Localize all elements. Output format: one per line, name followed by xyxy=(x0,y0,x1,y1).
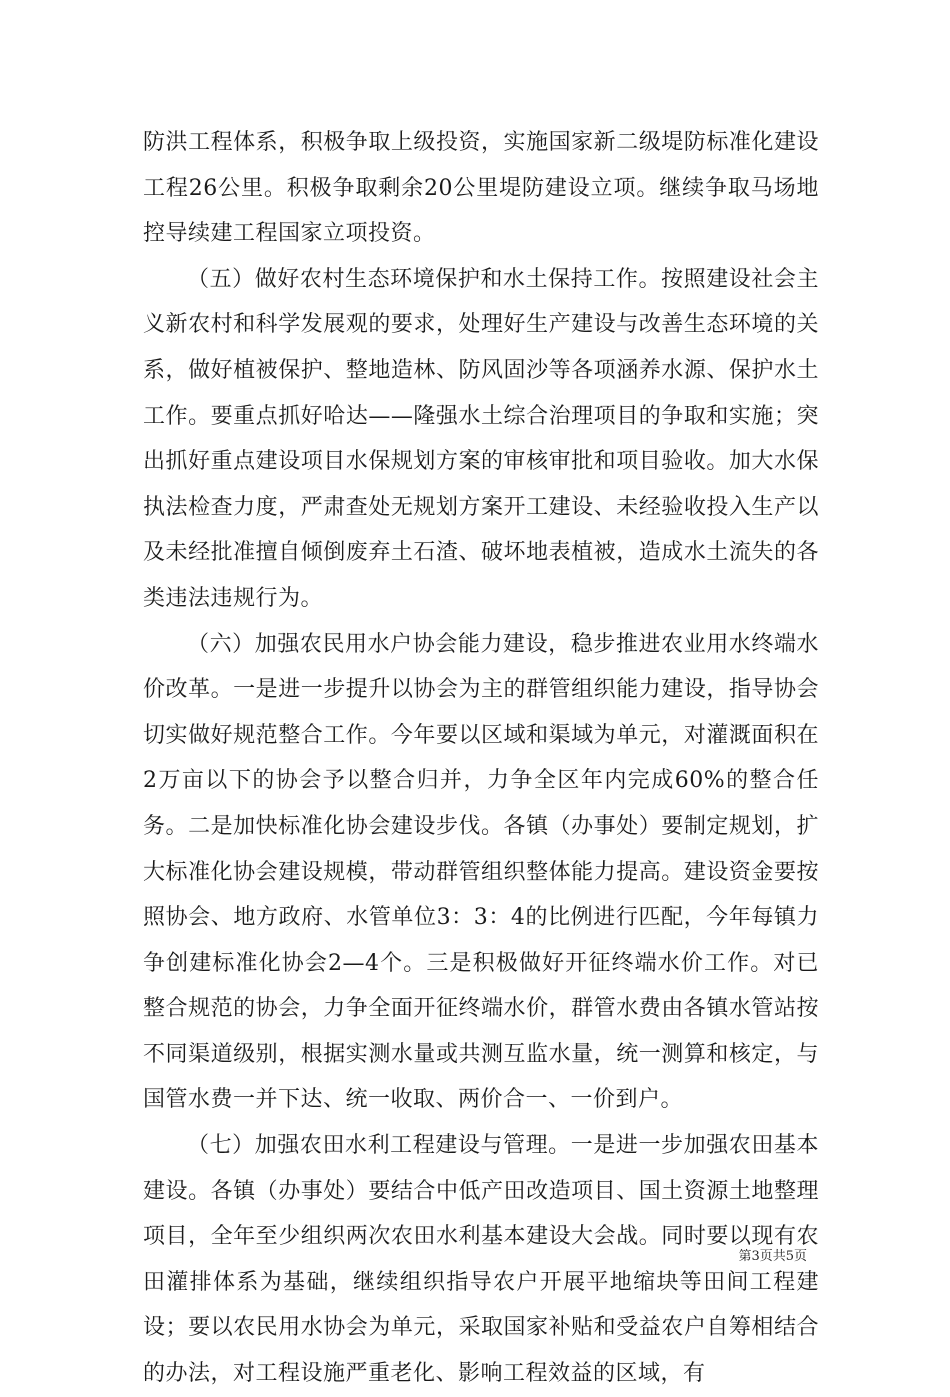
paragraph-flood-control: 防洪工程体系，积极争取上级投资，实施国家新二级堤防标准化建设工程26公里。积极争取剩余20公里堤防建设立项。继续争取马场地控导续建工程国家立项投资。 xyxy=(143,130,819,247)
paragraph-ecology-soil-conservation: （五）做好农村生态环境保护和水土保持工作。按照建设社会主义新农村和科学发展观的要求，处理好生产建设与改善生态环境的关系，做好植被保护、整地造林、防风固沙等各项涵养水源、保护水土工作。要重点抓好哈达——隆强水土综合治理项目的争取和实施；突出抓好重点建设项目水保规划方案的审核审批和项目验收。加大水保执法检查力度，严肃查处无规划方案开工建设、未经验收投入生产以及未经批准擅自倾倒废弃土石渣、破坏地表植被，造成水土流失的各类违法违规行为。 xyxy=(143,266,819,611)
page-number: 第3页共5页 xyxy=(738,1249,807,1264)
paragraph-farmland-irrigation: （七）加强农田水利工程建设与管理。一是进一步加强农田基本建设。各镇（办事处）要结合中低产田改造项目、国土资源土地整理项目，全年至少组织两次农田水利基本建设大会战。同时要以现有农田灌排体系为基础，继续组织指导农户开展平地缩块等田间工程建设；要以农民用水协会为单元，采取国家补贴和受益农户自筹相结合的办法，对工程设施严重老化、影响工程效益的区域，有 xyxy=(143,1133,819,1387)
document-body xyxy=(143,120,819,1397)
paragraph-water-users-association: （六）加强农民用水户协会能力建设，稳步推进农业用水终端水价改革。一是进一步提升以协会为主的群管组织能力建设，指导协会切实做好规范整合工作。今年要以区域和渠域为单元，对灌溉面积在2万亩以下的协会予以整合归并，力争全区年内完成60%的整合任务。二是加快标准化协会建设步伐。各镇（办事处）要制定规划，扩大标准化协会建设规模，带动群管组织整体能力提高。建设资金要按照协会、地方政府、水管单位3：3：4的比例进行匹配，今年每镇力争创建标准化协会2—4个。三是积极做好开征终端水价工作。对已整合规范的协会，力争全面开征终端水价，群管水费由各镇水管站按不同渠道级别，根据实测水量或共测互监水量，统一测算和核定，与国管水费一并下达、统一收取、两价合一、一价到户。 xyxy=(143,631,819,1113)
